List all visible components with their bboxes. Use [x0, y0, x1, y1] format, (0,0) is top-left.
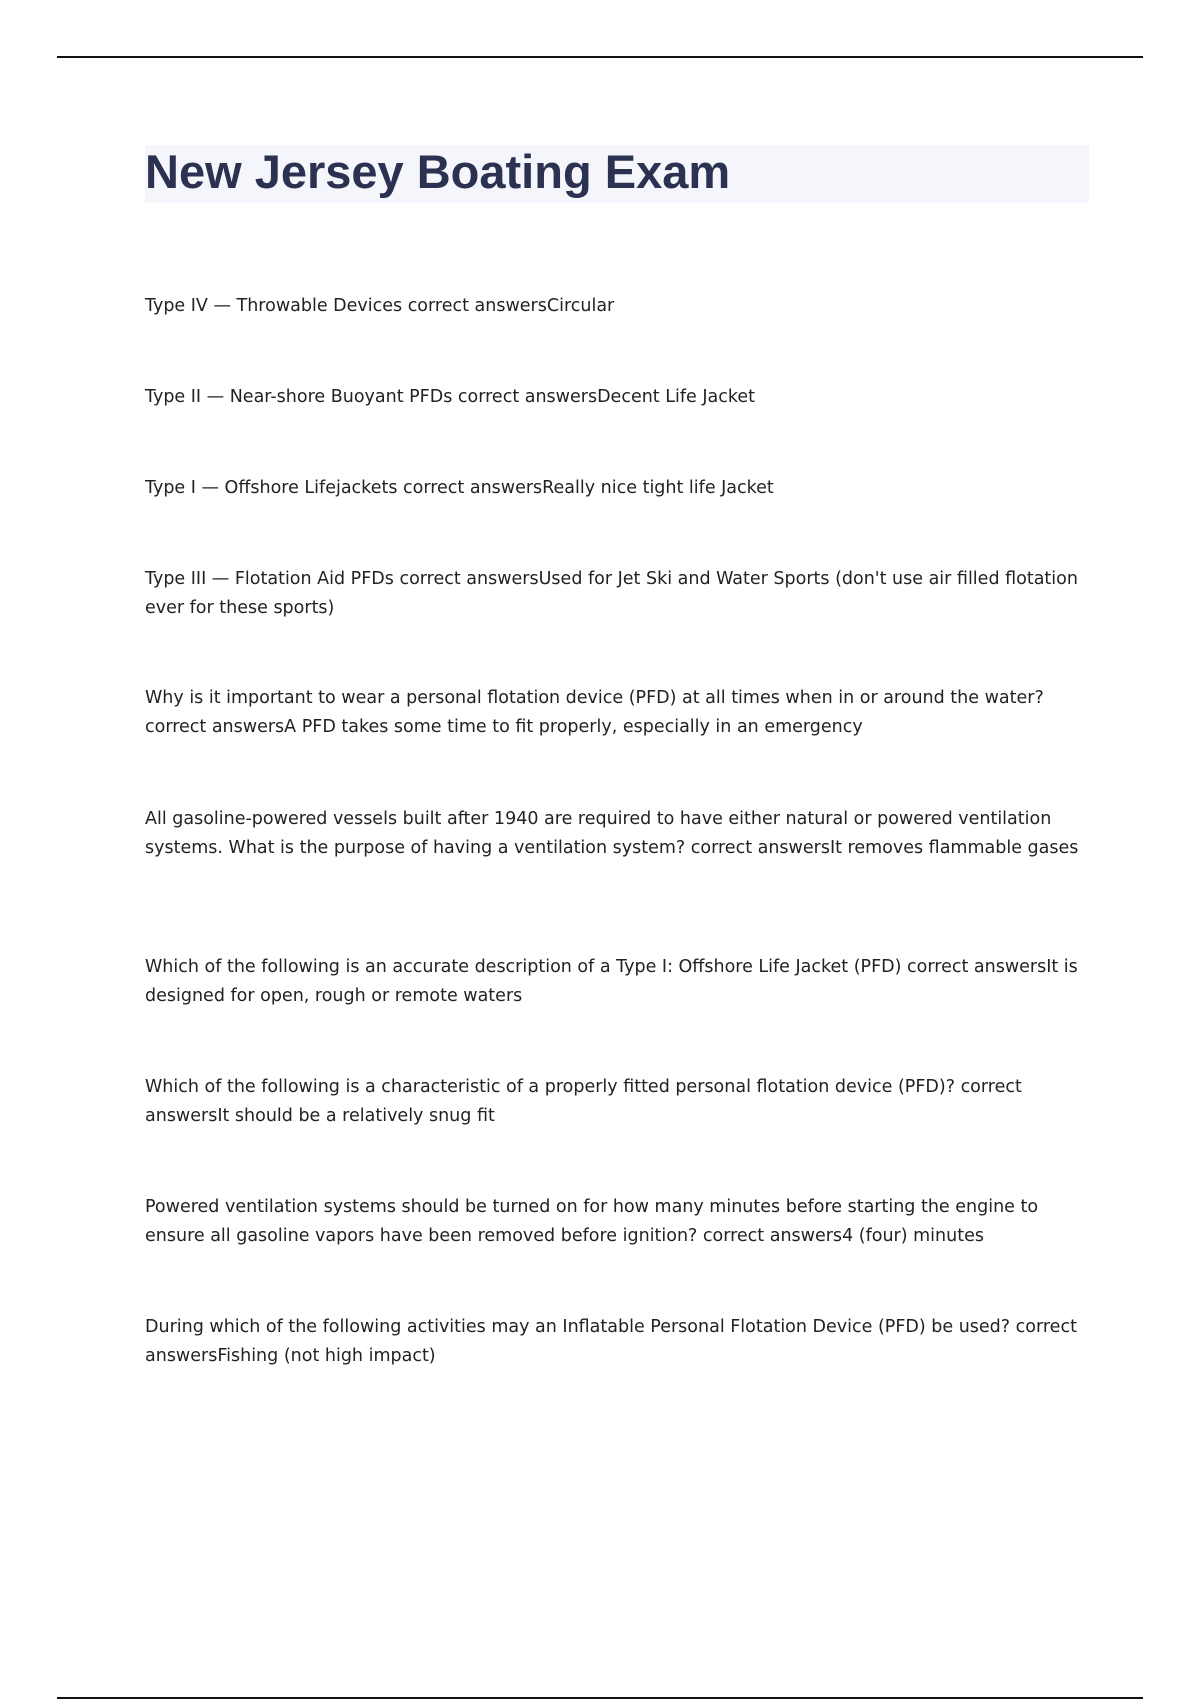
- qa-answer-label: correct answers: [145, 1317, 1077, 1366]
- qa-answer: Circular: [546, 296, 615, 316]
- qa-question: Type III — Flotation Aid PFDs: [145, 569, 394, 589]
- qa-answer-label: correct answers: [901, 957, 1047, 977]
- qa-item: [145, 805, 1085, 863]
- qa-answer: Used for Jet Ski and Water Sports (don't use air filled flotation ever for these sports): [145, 569, 1078, 618]
- qa-question: Type I — Offshore Lifejackets: [145, 478, 398, 498]
- qa-item: [145, 292, 1085, 321]
- qa-answer: 4 (four) minutes: [842, 1226, 984, 1246]
- qa-answer-label: correct answers: [397, 478, 543, 498]
- qa-answer: It removes flammable gases: [829, 838, 1079, 858]
- qa-question: Which of the following is a characteristic of a properly fitted personal flotation device (PFD)?: [145, 1077, 955, 1097]
- qa-question: Type II — Near-shore Buoyant PFDs: [145, 387, 453, 407]
- page-title: New Jersey Boating Exam: [145, 145, 731, 198]
- qa-question: Which of the following is an accurate description of a Type I: Offshore Life Jacket (PFD): [145, 957, 902, 977]
- qa-question: Powered ventilation systems should be turned on for how many minutes before starting the engine to ensure all gasoline vapors have been removed before ignition?: [145, 1197, 1039, 1246]
- qa-item: [145, 684, 1085, 742]
- qa-answer: It should be a relatively snug fit: [217, 1106, 495, 1126]
- qa-answer: It is designed for open, rough or remote waters: [145, 957, 1078, 1006]
- qa-item: [145, 1193, 1085, 1251]
- qa-item: [145, 383, 1085, 412]
- qa-item: [145, 1313, 1085, 1371]
- qa-question: Type IV — Throwable Devices: [145, 296, 403, 316]
- qa-answer-label: correct answers: [452, 387, 598, 407]
- qa-answer: Decent Life Jacket: [597, 387, 755, 407]
- qa-answer: Really nice tight life Jacket: [542, 478, 774, 498]
- qa-item: [145, 1073, 1085, 1131]
- qa-item: [145, 474, 1085, 503]
- qa-answer-label: correct answers: [145, 717, 285, 737]
- qa-answer-label: correct answers: [402, 296, 547, 316]
- qa-question: All gasoline-powered vessels built after 1940 are required to have either natural or powered ventilation systems. What is the purpose of having a ventilation system?: [145, 809, 1052, 858]
- qa-answer-label: correct answers: [145, 1077, 1022, 1126]
- qa-answer: Fishing (not high impact): [217, 1346, 436, 1366]
- qa-item: [145, 565, 1085, 623]
- qa-question: During which of the following activities may an Inflatable Personal Flotation Device (PFD) be used?: [145, 1317, 1011, 1337]
- qa-answer-label: correct answers: [685, 838, 830, 858]
- qa-answer-label: correct answers: [697, 1226, 843, 1246]
- qa-answer: A PFD takes some time to fit properly, especially in an emergency: [284, 717, 863, 737]
- qa-question: Why is it important to wear a personal flotation device (PFD) at all times when in or around the water?: [145, 688, 1044, 708]
- qa-item: [145, 953, 1085, 1011]
- bottom-rule: [57, 1697, 1143, 1699]
- qa-answer-label: correct answers: [393, 569, 539, 589]
- top-rule: [57, 56, 1143, 58]
